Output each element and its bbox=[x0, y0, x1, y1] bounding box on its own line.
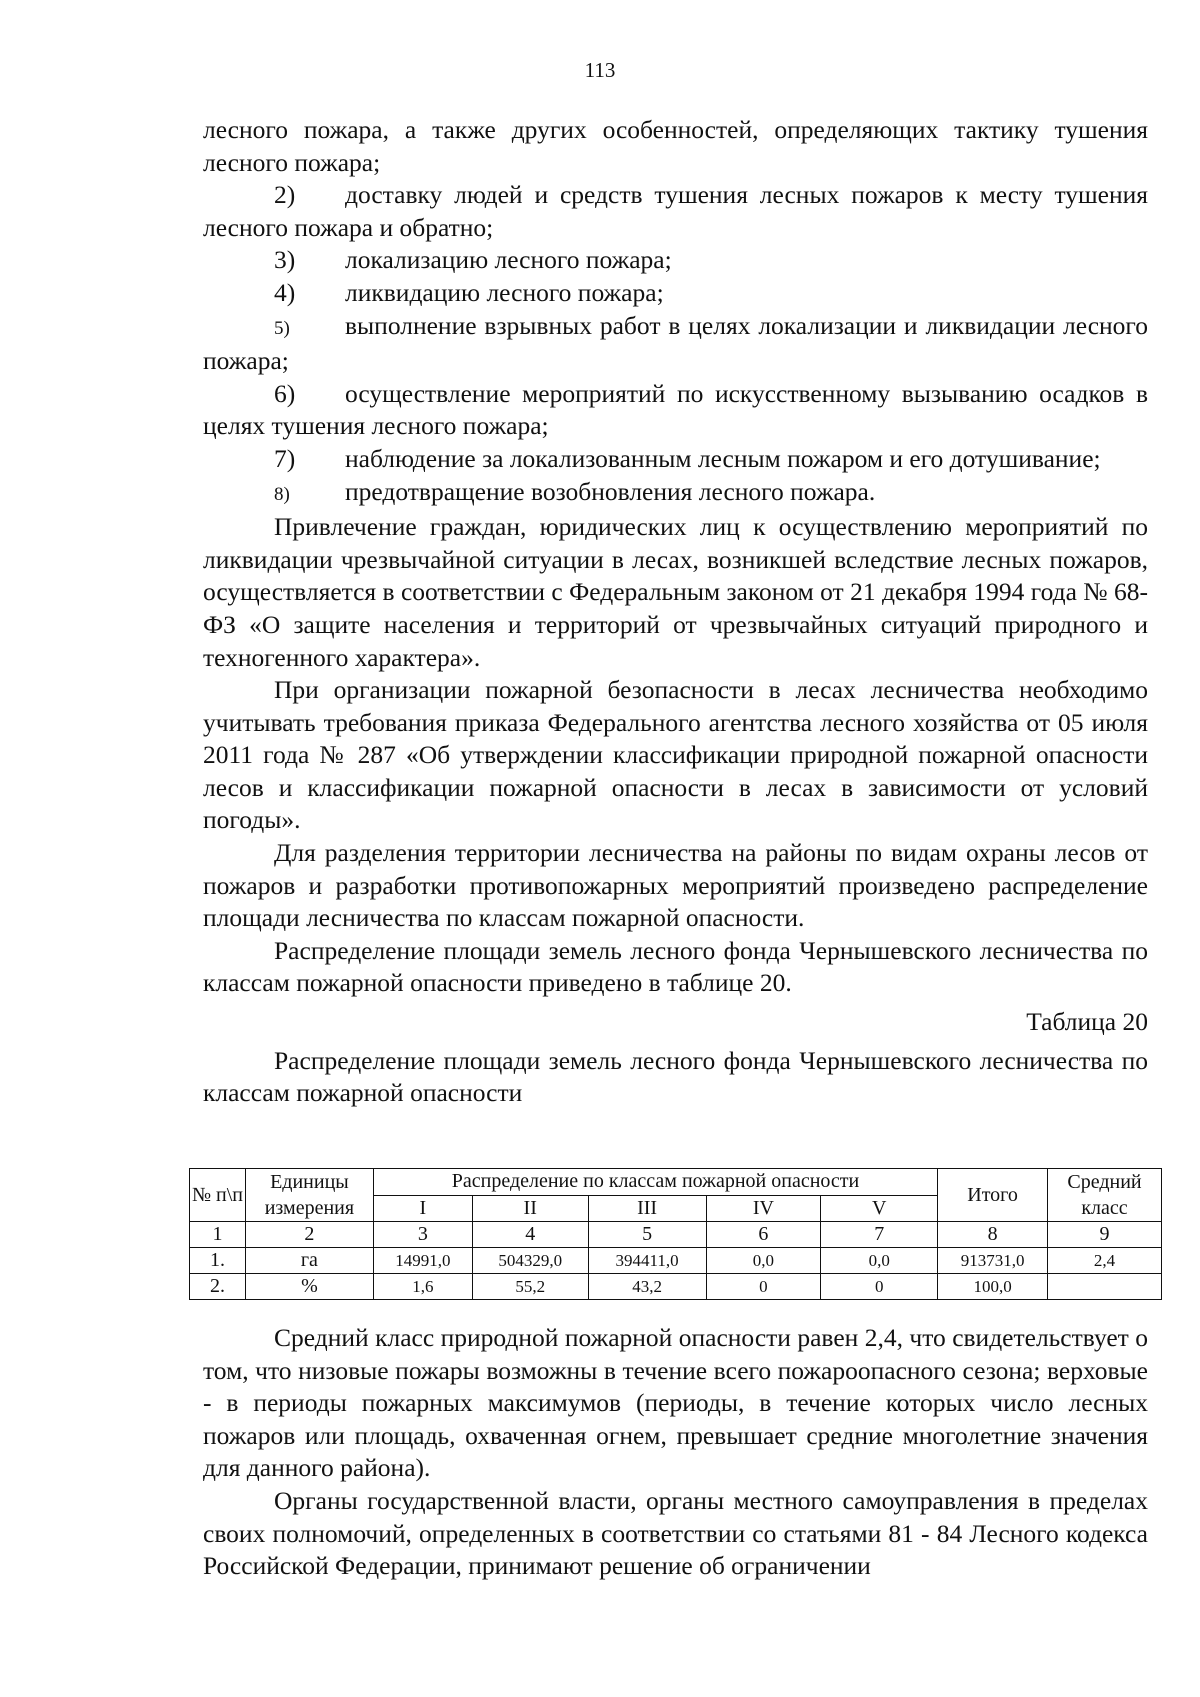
table-cell: га bbox=[245, 1248, 373, 1274]
column-number: 3 bbox=[373, 1222, 472, 1248]
table-cell: 2. bbox=[190, 1274, 246, 1300]
table-cell: 2,4 bbox=[1048, 1248, 1162, 1274]
column-number: 8 bbox=[938, 1222, 1048, 1248]
body-text-top bbox=[203, 114, 1148, 1110]
paragraph: лесного пожара, а также других особенностей, определяющих тактику тушения лесного пожара; bbox=[203, 115, 1148, 177]
table-caption: Распределение площади земель лесного фонда Чернышевского лесничества по классам пожарной опасности bbox=[203, 1045, 1148, 1108]
list-item bbox=[203, 277, 1148, 310]
table-cell bbox=[1048, 1274, 1162, 1300]
column-number-row bbox=[190, 1222, 1162, 1248]
table-cell: 0 bbox=[821, 1274, 938, 1300]
list-number: 4) bbox=[274, 277, 296, 307]
column-number: 5 bbox=[588, 1222, 706, 1248]
paragraph: Органы государственной власти, органы местного самоуправления в пределах своих полномочий, определенных в соответствии со статьями 81 - 84 Лесного кодекса Российской Федерации, принимают решение об ограничении bbox=[203, 1485, 1148, 1581]
table-cell: 0 bbox=[706, 1274, 821, 1300]
list-number: 3) bbox=[274, 245, 296, 275]
table-cell: 394411,0 bbox=[588, 1248, 706, 1274]
paragraph: Привлечение граждан, юридических лиц к осуществлению мероприятий по ликвидации чрезвычайной ситуации в лесах, возникшей вследствие лесных пожаров, осуществляется в соответствии с Федеральным законом от 21 декабря 1994 года № 68-ФЗ «О защите населения и территорий от чрезвычайных ситуаций природного и техногенного характера». bbox=[203, 512, 1148, 672]
table-cell: 504329,0 bbox=[472, 1248, 588, 1274]
paragraph: Для разделения территории лесничества на районы по видам охраны лесов от пожаров и разработки противопожарных мероприятий произведено распределение площади лесничества по классам пожарной опасности. bbox=[203, 838, 1148, 933]
list-number: 7) bbox=[274, 443, 296, 473]
header-class: V bbox=[821, 1195, 938, 1222]
table-cell: 100,0 bbox=[938, 1274, 1048, 1300]
table-cell: 43,2 bbox=[588, 1274, 706, 1300]
list-number: 6) bbox=[274, 378, 296, 408]
list-item bbox=[203, 310, 1148, 378]
list-number: 8) bbox=[274, 483, 290, 505]
table-row bbox=[190, 1274, 1162, 1300]
paragraph: Средний класс природной пожарной опасности равен 2,4, что свидетельствует о том, что низовые пожары возможны в течение всего пожароопасного сезона; верховые - в периоды пожарных максимумов (периоды, в течение которых число лесных пожаров или площадь, охваченная огнем, превышает средние многолетние значения для данного района). bbox=[203, 1323, 1148, 1483]
table-cell: 14991,0 bbox=[373, 1248, 472, 1274]
page-number: 113 bbox=[584, 58, 616, 82]
table-label: Таблица 20 bbox=[1026, 1007, 1148, 1037]
column-number: 6 bbox=[706, 1222, 821, 1248]
header-total: Итого bbox=[938, 1169, 1048, 1222]
paragraph: Распределение площади земель лесного фонда Чернышевского лесничества по классам пожарной опасности приведено в таблице 20. bbox=[203, 935, 1148, 998]
header-class: III bbox=[588, 1195, 706, 1222]
list-item bbox=[203, 179, 1148, 244]
list-number: 5) bbox=[274, 317, 290, 339]
table-row bbox=[190, 1248, 1162, 1274]
list-text: наблюдение за локализованным лесным пожаром и его дотушивание; bbox=[345, 443, 1101, 473]
list-text: ликвидацию лесного пожара; bbox=[345, 277, 664, 307]
table-cell: % bbox=[245, 1274, 373, 1300]
header-num: № п\п bbox=[190, 1169, 246, 1222]
header-class: II bbox=[472, 1195, 588, 1222]
paragraph: При организации пожарной безопасности в лесах лесничества необходимо учитывать требования приказа Федерального агентства лесного хозяйства от 05 июля 2011 года № 287 «Об утверждении классификации природной пожарной опасности лесов и классификации пожарной опасности в лесах в зависимости от условий погоды». bbox=[203, 675, 1148, 835]
list-item bbox=[203, 443, 1148, 476]
table-cell: 1. bbox=[190, 1248, 246, 1274]
table-cell: 0,0 bbox=[706, 1248, 821, 1274]
list-number: 2) bbox=[274, 180, 296, 210]
header-units: Единицы измерения bbox=[245, 1169, 373, 1222]
list-item bbox=[203, 476, 1148, 512]
column-number: 1 bbox=[190, 1222, 246, 1248]
header-average-class: Средний класс bbox=[1048, 1169, 1162, 1222]
list-text: предотвращение возобновления лесного пожара. bbox=[345, 476, 876, 506]
table-cell: 1,6 bbox=[373, 1274, 472, 1300]
column-number: 7 bbox=[821, 1222, 938, 1248]
table-cell: 913731,0 bbox=[938, 1248, 1048, 1274]
fire-danger-table bbox=[189, 1168, 1162, 1300]
header-class: I bbox=[373, 1195, 472, 1222]
column-number: 4 bbox=[472, 1222, 588, 1248]
list-text: доставку людей и средств тушения лесных пожаров к месту тушения лесного пожара и обратно; bbox=[203, 180, 1148, 242]
column-number: 9 bbox=[1048, 1222, 1162, 1248]
list-item bbox=[203, 244, 1148, 277]
header-distribution: Распределение по классам пожарной опасности bbox=[373, 1169, 937, 1196]
column-number: 2 bbox=[245, 1222, 373, 1248]
list-text: локализацию лесного пожара; bbox=[345, 245, 672, 275]
list-text: осуществление мероприятий по искусственному вызыванию осадков в целях тушения лесного пожара; bbox=[203, 378, 1148, 441]
list-text: выполнение взрывных работ в целях локализации и ликвидации лесного пожара; bbox=[203, 310, 1148, 376]
header-class: IV bbox=[706, 1195, 821, 1222]
body-text-bottom bbox=[203, 1322, 1148, 1583]
table-cell: 55,2 bbox=[472, 1274, 588, 1300]
table-cell: 0,0 bbox=[821, 1248, 938, 1274]
list-item bbox=[203, 378, 1148, 443]
